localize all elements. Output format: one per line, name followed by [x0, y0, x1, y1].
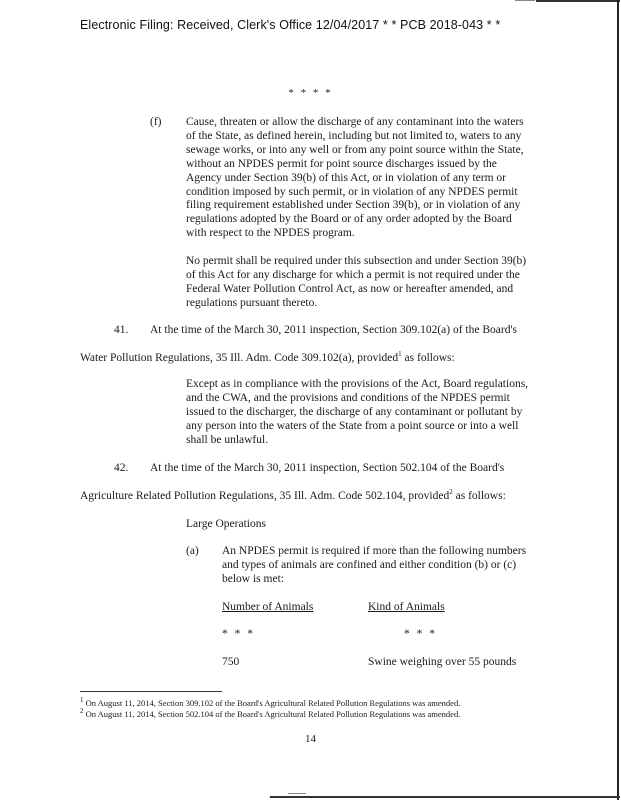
no-permit-paragraph	[186, 255, 526, 311]
item-f-line: of the State, as defined herein, including but not limited to, waters to any	[186, 129, 522, 142]
footnote-2	[80, 709, 460, 720]
table-row-number: 750	[222, 656, 240, 668]
footnote-1	[80, 698, 460, 709]
item-f-line: filing requirement established under Section 39(b), or in violation of any	[186, 199, 521, 212]
item-f-line: Cause, threaten or allow the discharge of any contaminant into the waters	[186, 116, 524, 128]
no-permit-line: Federal Water Pollution Control Act, as now or hereafter amended, and	[186, 282, 514, 295]
para-41-number: 41.	[114, 324, 129, 336]
filing-header: Electronic Filing: Received, Clerk's Office 12/04/2017 * * PCB 2018-043 * *	[80, 18, 501, 32]
para-41-line2-text: Water Pollution Regulations, 35 Ill. Adm. Code 309.102(a), provided	[80, 352, 399, 364]
scan-mark-top	[515, 0, 535, 1]
no-permit-line: regulations pursuant thereto.	[186, 296, 318, 309]
para-41-line2-end: as follows:	[401, 352, 455, 364]
para-42-line2-end: as follows:	[452, 490, 506, 502]
item-f-line: Agency under Section 39(b) of this Act, or in violation of any term or	[186, 171, 507, 184]
item-a-line: An NPDES permit is required if more than the following numbers	[222, 545, 527, 557]
no-permit-line: No permit shall be required under this subsection and under Section 39(b)	[186, 255, 527, 267]
quote-41-line: issued to the discharger, the discharge of any contaminant or pollutant by	[186, 405, 523, 418]
footnote-rule	[80, 691, 222, 692]
footnote-2-mark: 2	[80, 707, 84, 716]
scan-border-bottom	[270, 796, 620, 798]
table-ellipsis-col1: * * *	[222, 628, 255, 640]
para-42-line1: At the time of the March 30, 2011 inspection, Section 502.104 of the Board's	[150, 462, 505, 474]
para-41-line2	[80, 351, 455, 365]
quote-41-line: Except as in compliance with the provisions of the Act, Board regulations,	[186, 378, 529, 390]
item-a-line: and types of animals are confined and either condition (b) or (c)	[222, 558, 517, 571]
item-f-label: (f)	[150, 116, 162, 128]
item-f-line: condition imposed by such permit, or in violation of any NPDES permit	[186, 185, 518, 198]
quote-41-line: and the CWA, and the provisions and conditions of the NPDES permit	[186, 391, 510, 404]
item-a-line: below is met:	[222, 572, 284, 585]
large-operations-heading: Large Operations	[186, 518, 266, 530]
no-permit-line: of this Act for any discharge for which a permit is not required under the	[186, 268, 520, 281]
ellipsis-stars: * * * *	[288, 87, 333, 99]
page-number: 14	[305, 733, 316, 745]
para-42-line2	[80, 489, 506, 503]
footnote-1-mark: 1	[80, 696, 84, 705]
quote-41-line: shall be unlawful.	[186, 433, 269, 446]
item-f-text	[186, 116, 524, 241]
item-f-line: regulations adopted by the Board or of any order adopted by the Board	[186, 213, 512, 226]
item-f-line: sewage works, or into any well or from any point source within the State,	[186, 143, 524, 156]
scan-border-top	[536, 0, 620, 2]
scan-border-right	[617, 0, 619, 800]
footnote-ref-2: 2	[449, 488, 453, 497]
quote-41-line: any person into the waters of the State from a point source or into a well	[186, 419, 519, 432]
table-ellipsis-col2: * * *	[404, 628, 437, 640]
col-header-number-of-animals: Number of Animals	[222, 601, 314, 613]
para-42-line2-text: Agriculture Related Pollution Regulations, 35 Ill. Adm. Code 502.104, provided	[80, 490, 450, 502]
para-41-line1: At the time of the March 30, 2011 inspection, Section 309.102(a) of the Board's	[150, 324, 518, 336]
para-42-number: 42.	[114, 462, 129, 474]
item-a-text	[222, 545, 526, 587]
footnote-2-text: On August 11, 2014, Section 502.104 of the Board's Agricultural Related Pollution Regulations was amended.	[83, 709, 461, 719]
footnote-ref-1: 1	[398, 350, 402, 359]
col-header-kind-of-animals: Kind of Animals	[368, 601, 445, 613]
table-row-kind: Swine weighing over 55 pounds	[368, 656, 517, 668]
footnote-1-text: On August 11, 2014, Section 309.102 of the Board's Agricultural Related Pollution Regulations was amended.	[83, 698, 461, 708]
item-f-line: with respect to the NPDES program.	[186, 227, 355, 240]
quote-41	[186, 378, 528, 448]
item-a-label: (a)	[186, 545, 199, 557]
item-f-line: without an NPDES permit for point source discharges issued by the	[186, 157, 497, 170]
scan-mark-bottom	[288, 793, 306, 794]
